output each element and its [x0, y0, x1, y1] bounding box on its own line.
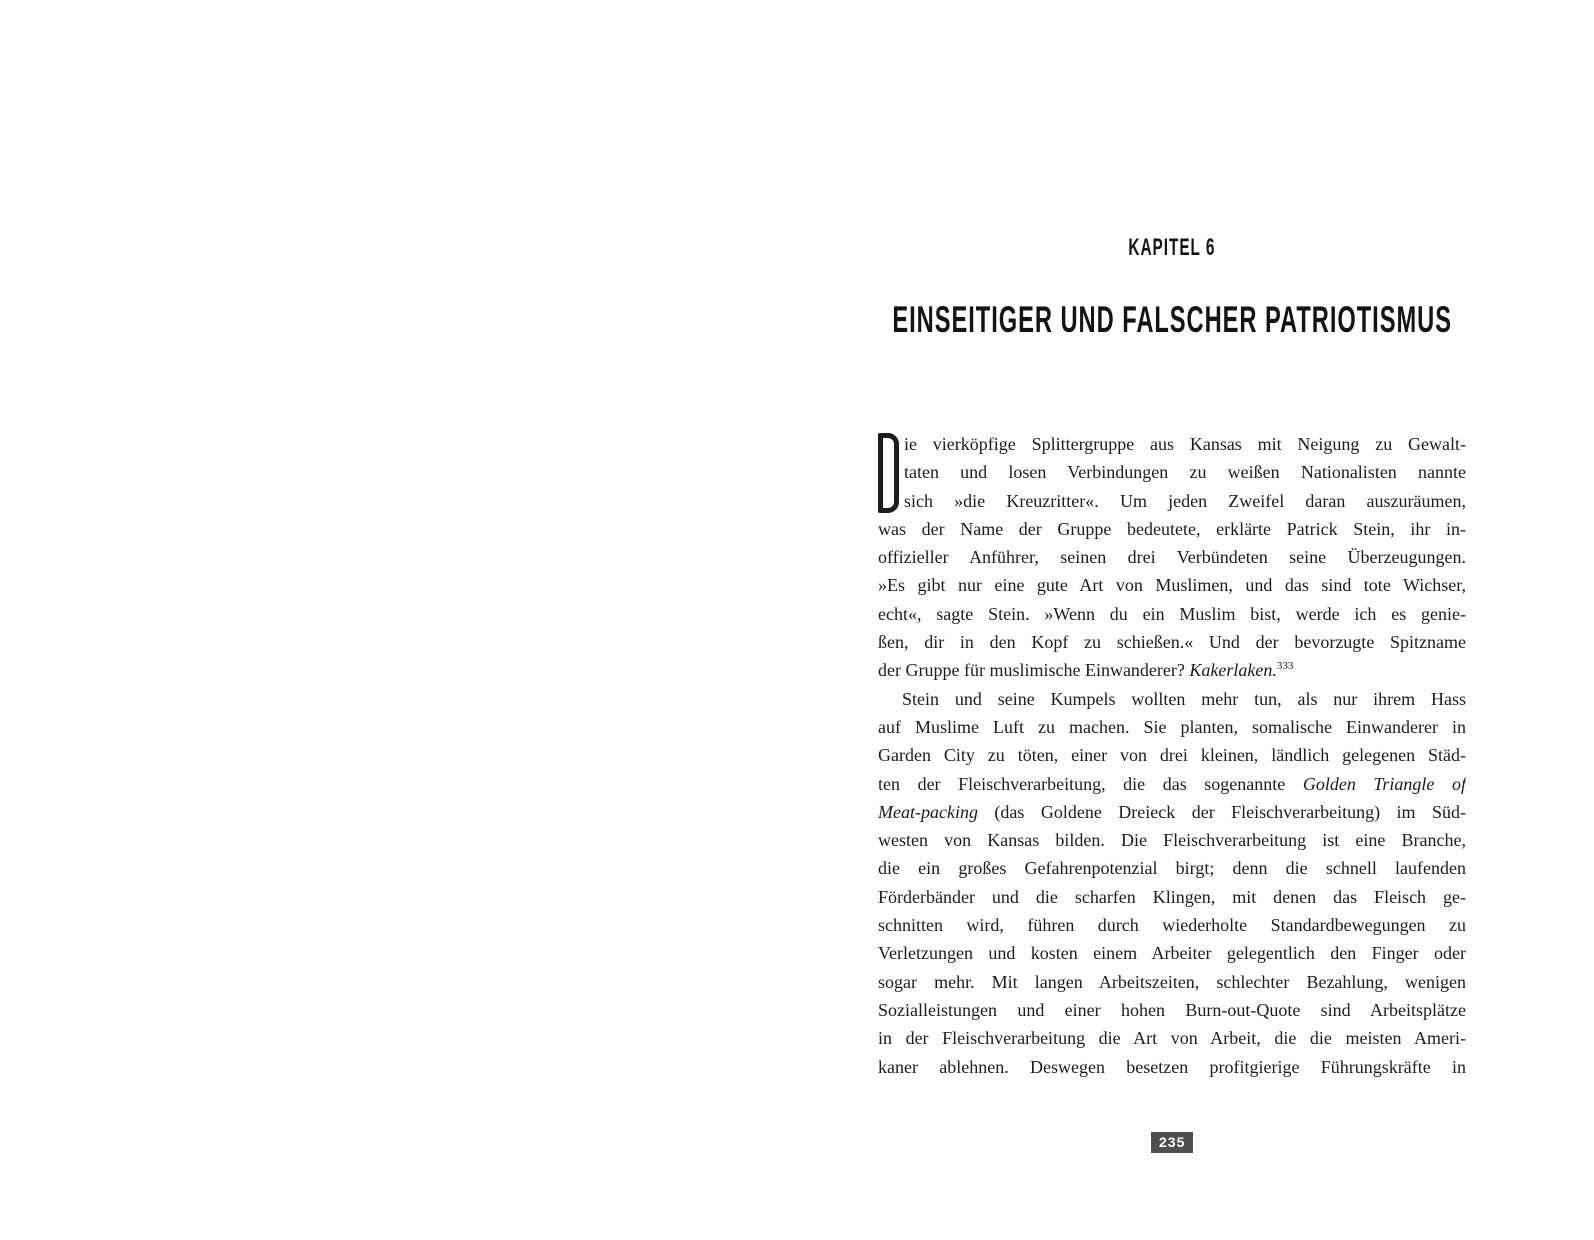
text-segment: Meat-packing	[878, 801, 978, 822]
text-segment: sich »die Kreuzritter«. Um jeden Zweifel daran auszuräumen,	[904, 490, 1466, 511]
text-line	[878, 854, 1466, 882]
text-line	[878, 685, 1466, 713]
text-segment: der Gruppe für muslimische Einwanderer?	[878, 660, 1190, 681]
text-line	[878, 571, 1466, 599]
text-segment: schnitten wird, führen durch wiederholte Standardbewegungen zu	[878, 915, 1466, 936]
page-title-text: EINSEITIGER UND FALSCHER PATRIOTISMUS	[892, 299, 1452, 340]
text-segment: was der Name der Gruppe bedeutete, erklärte Patrick Stein, ihr in-	[878, 518, 1466, 539]
text-segment: Sozialleistungen und einer hohen Burn-out-Quote sind Arbeitsplätze	[878, 999, 1466, 1020]
chapter-label-text: KAPITEL 6	[1128, 234, 1216, 261]
text-segment: taten und losen Verbindungen zu weißen Nationalisten nannte	[904, 462, 1466, 483]
text-line	[878, 713, 1466, 741]
text-segment: Garden City zu töten, einer von drei kleinen, ländlich gelegenen Städ-	[878, 745, 1466, 766]
text-line	[878, 1024, 1466, 1052]
text-segment: ten der Fleischverarbeitung, die das sogenannte	[878, 773, 1303, 794]
text-line	[878, 798, 1466, 826]
text-line	[878, 628, 1466, 656]
text-segment: 333	[1276, 660, 1294, 673]
text-segment: kaner ablehnen. Deswegen besetzen profitgierige Führungskräfte in	[878, 1056, 1466, 1077]
text-line	[878, 515, 1466, 543]
page-number-badge	[1151, 1132, 1193, 1153]
text-segment: (das Goldene Dreieck der Fleischverarbeitung) im Süd-	[977, 801, 1466, 822]
text-segment: die ein großes Gefahrenpotenzial birgt; denn die schnell laufenden	[878, 858, 1466, 879]
text-line	[878, 968, 1466, 996]
text-line	[878, 883, 1466, 911]
page-number: 235	[1159, 1134, 1186, 1150]
paragraph	[878, 430, 1466, 685]
text-line	[878, 826, 1466, 854]
text-segment: Verletzungen und kosten einem Arbeiter gelegentlich den Finger oder	[878, 943, 1466, 964]
text-line	[878, 911, 1466, 939]
text-line	[878, 600, 1466, 628]
text-segment: echt«, sagte Stein. »Wenn du ein Muslim bist, werde ich es genie-	[878, 603, 1466, 624]
text-segment: sogar mehr. Mit langen Arbeitszeiten, schlechter Bezahlung, wenigen	[878, 971, 1466, 992]
text-segment: westen von Kansas bilden. Die Fleischverarbeitung ist eine Branche,	[878, 830, 1466, 851]
text-segment: Golden Triangle of	[1302, 773, 1466, 794]
text-segment: auf Muslime Luft zu machen. Sie planten, somalische Einwanderer in	[878, 716, 1466, 737]
text-line	[904, 430, 1466, 458]
text-segment: offizieller Anführer, seinen drei Verbündeten seine Überzeugungen.	[878, 547, 1466, 568]
text-segment: in der Fleischverarbeitung die Art von Arbeit, die die meisten Ameri-	[878, 1028, 1466, 1049]
text-segment: Stein und seine Kumpels wollten mehr tun, als nur ihrem Hass	[902, 688, 1466, 709]
text-line	[878, 1053, 1466, 1081]
text-line	[878, 656, 1466, 684]
text-segment: Förderbänder und die scharfen Klingen, mit denen das Fleisch ge-	[878, 886, 1466, 907]
text-segment: ie vierköpfige Splittergruppe aus Kansas mit Neigung zu Gewalt-	[904, 434, 1466, 454]
text-segment: ßen, dir in den Kopf zu schießen.« Und der bevorzugte Spitzname	[878, 632, 1466, 653]
text-line	[904, 458, 1466, 486]
text-line	[878, 770, 1466, 798]
text-line	[878, 741, 1466, 769]
paragraph	[878, 685, 1466, 1081]
chapter-label	[778, 234, 1566, 262]
drop-cap-letter	[883, 438, 884, 439]
text-segment: »Es gibt nur eine gute Art von Muslimen, und das sind tote Wichser,	[878, 575, 1466, 596]
text-line	[904, 487, 1466, 515]
text-segment: Kakerlaken.	[1189, 660, 1277, 681]
text-line	[878, 939, 1466, 967]
text-line	[878, 996, 1466, 1024]
page-title	[678, 299, 1594, 341]
body-text	[878, 430, 1466, 1081]
drop-cap	[878, 433, 899, 513]
text-line	[878, 543, 1466, 571]
